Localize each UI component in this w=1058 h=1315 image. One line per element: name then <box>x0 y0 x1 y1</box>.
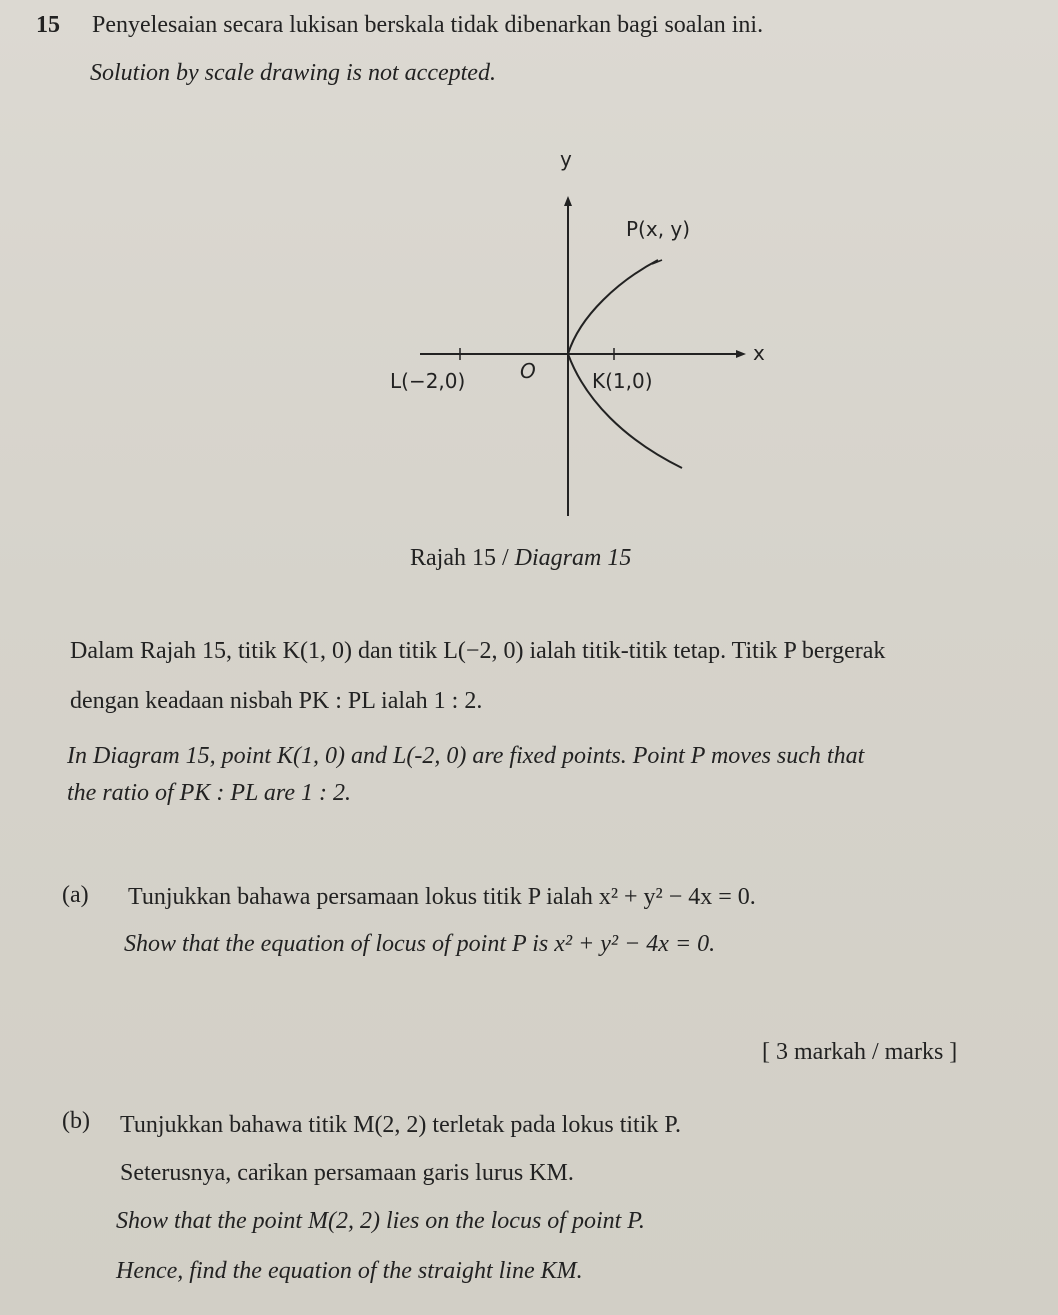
question-number: 15 <box>36 12 60 38</box>
diagram-caption <box>410 543 631 573</box>
part-a-marks: [ 3 markah / marks ] <box>762 1039 958 1065</box>
part-b-malay-line-2: Seterusnya, carikan persamaan garis lurus KM. <box>120 1160 574 1186</box>
y-axis-arrow <box>564 196 572 206</box>
x-axis-arrow <box>736 350 746 358</box>
diagram-15 <box>380 140 780 530</box>
part-a-label: (a) <box>62 882 89 908</box>
part-b-english-line-2: Hence, find the equation of the straight line KM. <box>116 1258 583 1284</box>
part-a-english: Show that the equation of locus of point P is x² + y² − 4x = 0. <box>124 931 716 957</box>
instruction-english: Solution by scale drawing is not accepted. <box>90 60 496 86</box>
part-a-malay: Tunjukkan bahawa persamaan lokus titik P ialah x² + y² − 4x = 0. <box>128 884 756 910</box>
locus-curve <box>568 260 682 468</box>
caption-english: Diagram 15 <box>514 545 632 571</box>
point-p-label: P(x, y) <box>626 217 691 241</box>
caption-malay: Rajah 15 / <box>410 545 515 571</box>
origin-label: O <box>520 359 536 383</box>
intro-malay-line-2: dengan keadaan nisbah PK : PL ialah 1 : 2. <box>70 688 483 714</box>
part-b-malay-line-1: Tunjukkan bahawa titik M(2, 2) terletak pada lokus titik P. <box>120 1112 682 1138</box>
x-axis-label: x <box>753 341 765 365</box>
locus-diagram <box>380 140 780 530</box>
point-l-label: L(−2,0) <box>390 369 466 393</box>
intro-english-line-2: the ratio of PK : PL are 1 : 2. <box>67 780 351 806</box>
instruction-malay: Penyelesaian secara lukisan berskala tidak dibenarkan bagi soalan ini. <box>92 12 764 38</box>
intro-malay-line-1: Dalam Rajah 15, titik K(1, 0) dan titik L(−2, 0) ialah titik-titik tetap. Titik P bergerak <box>70 638 886 664</box>
point-k-label: K(1,0) <box>592 369 653 393</box>
part-b-english-line-1: Show that the point M(2, 2) lies on the locus of point P. <box>116 1208 645 1234</box>
intro-english-line-1: In Diagram 15, point K(1, 0) and L(-2, 0) are fixed points. Point P moves such that <box>67 743 865 769</box>
y-axis-label: y <box>560 147 572 171</box>
part-b-label: (b) <box>62 1108 90 1134</box>
